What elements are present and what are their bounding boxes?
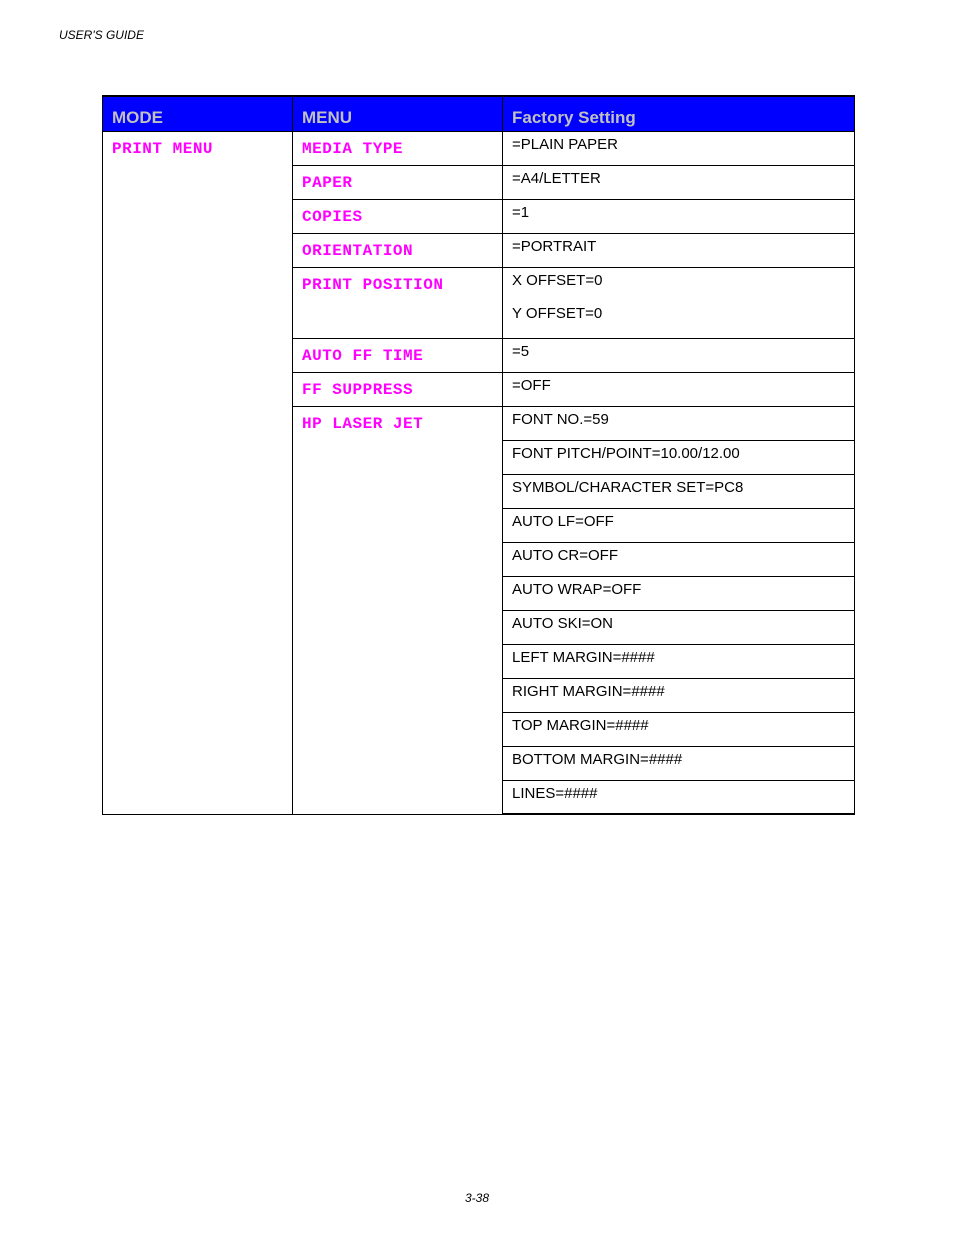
- value-cell: FONT PITCH/POINT=10.00/12.00: [503, 440, 855, 474]
- menu-cell: PAPER: [293, 165, 503, 199]
- value-cell: FONT NO.=59: [503, 406, 855, 440]
- factory-settings-table: [102, 95, 855, 815]
- value-cell: TOP MARGIN=####: [503, 712, 855, 746]
- value-cell: LEFT MARGIN=####: [503, 644, 855, 678]
- running-header: USER'S GUIDE: [59, 28, 144, 42]
- menu-cell: AUTO FF TIME: [293, 338, 503, 372]
- menu-cell: COPIES: [293, 199, 503, 233]
- value-cell: SYMBOL/CHARACTER SET=PC8: [503, 474, 855, 508]
- mode-cell: PRINT MENU: [103, 131, 293, 814]
- value-text: X OFFSET=0: [512, 271, 603, 289]
- value-cell: LINES=####: [503, 780, 855, 814]
- value-cell: =5: [503, 338, 855, 372]
- value-cell: =PORTRAIT: [503, 233, 855, 267]
- value-cell: AUTO LF=OFF: [503, 508, 855, 542]
- table-row: [103, 131, 855, 165]
- menu-cell: FF SUPPRESS: [293, 372, 503, 406]
- menu-cell: MEDIA TYPE: [293, 131, 503, 165]
- value-cell: RIGHT MARGIN=####: [503, 678, 855, 712]
- menu-cell: ORIENTATION: [293, 233, 503, 267]
- table-header-row: [103, 96, 855, 131]
- value-cell: [503, 267, 855, 338]
- value-cell: =A4/LETTER: [503, 165, 855, 199]
- value-cell: =1: [503, 199, 855, 233]
- menu-cell: HP LASER JET: [293, 406, 503, 814]
- value-text: Y OFFSET=0: [512, 304, 603, 322]
- value-cell: =PLAIN PAPER: [503, 131, 855, 165]
- value-cell: =OFF: [503, 372, 855, 406]
- value-cell: AUTO WRAP=OFF: [503, 576, 855, 610]
- value-cell: AUTO CR=OFF: [503, 542, 855, 576]
- header-menu: MENU: [293, 96, 503, 131]
- menu-cell: PRINT POSITION: [293, 267, 503, 338]
- header-mode: MODE: [103, 96, 293, 131]
- value-cell: BOTTOM MARGIN=####: [503, 746, 855, 780]
- page-number: 3-38: [464, 1191, 490, 1205]
- header-factory-setting: Factory Setting: [503, 96, 855, 131]
- value-cell: AUTO SKI=ON: [503, 610, 855, 644]
